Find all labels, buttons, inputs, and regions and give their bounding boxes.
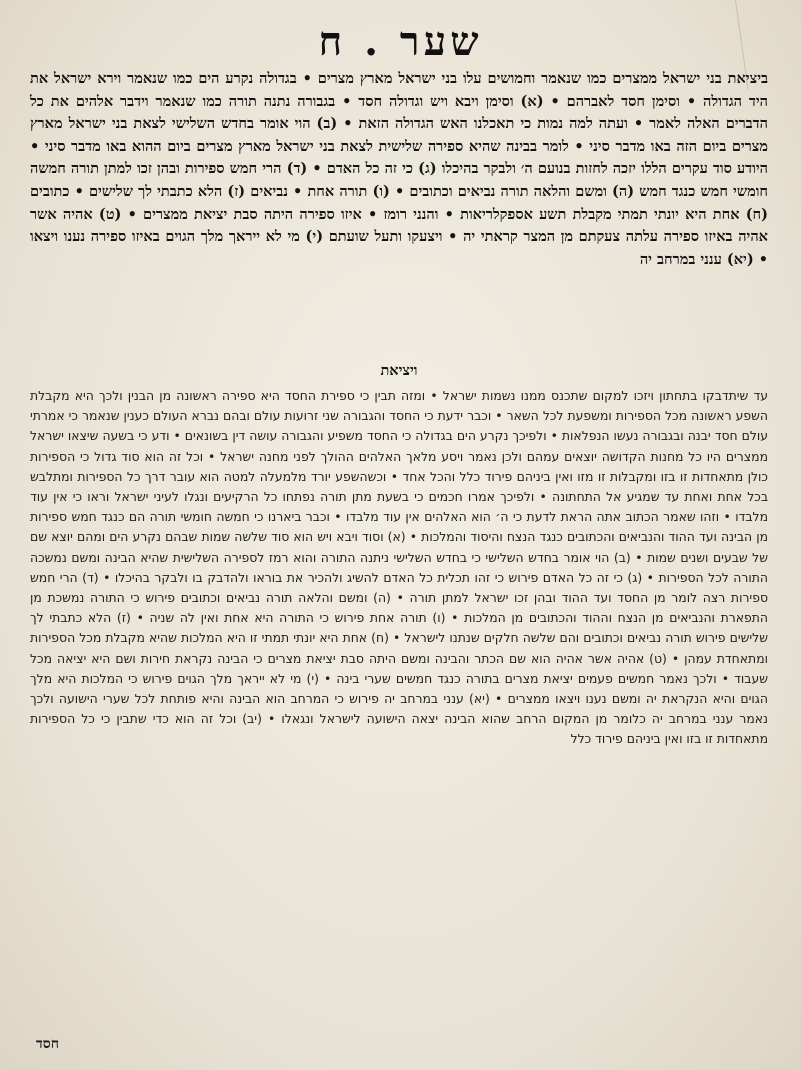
commentary-text-block: עד שיתדבקו בתחתון ויזכו למקום שתכנס ממנו נשמות ישראל • ומזה תבין כי ספירת החסד היא ספירה ראשונה מן הבנין ולכך היא מקבלת השפע ראשונה מכל הספירות ומשפעת לכל השאר • וכבר ידעת כי החסד והגבורה שני זרועות עולם ובהם נברא העולם כענין שנאמר כי אמרתי עולם חסד יבנה ובגבורה נעשו הנפלאות • ולפיכך נקרע הים בגדולה כי החסד משפיע והגבורה עושה דין בשונאים • ודע כי בשעה שיצאו ישראל ממצרים היו כל מחנות הקדושה יוצאים עמהם ולכן נאמר ויסע מלאך האלהים ההולך לפני מחנה ישראל • וכל זה הוא סוד גדול כי הספירות כולן מתאחדות זו בזו ומקבלות זו מזו ואין ביניהם פירוד כלל והכל אחד • וכשהשפע יורד מלמעלה למטה הוא עובר דרך כל הספירות ומתלבש בכל אחת ואחת עד שמגיע אל התחתונה • ולפיכך אמרו חכמים כי בשעת מתן תורה נפתחו כל הרקיעים ונגלו לעיני ישראל וראו כי אין עוד מלבדו • וזהו שאמר הכתוב אתה הראת לדעת כי ה׳ הוא האלהים אין עוד מלבדו • וכבר ביארנו כי חמשה חומשי תורה הם כנגד חמש ספירות מן הבינה ועד ההוד והנביאים והכתובים כנגד הנצח והיסוד והמלכות • (א) וסוד ויבא ויש הוא סוד שלשה שמות שבהם נקרע הים ומהם יוצא שם של שבעים ושנים שמות • (ב) הוי אומר בחדש השלישי כי בחדש השלישי ניתנה התורה והוא רמז לספירה השלישית שהיא הבינה ומשם נמשכה התורה לכל הספירות • (ג) כי זה כל האדם פירוש כי זהו תכלית כל האדם להשיג ולהכיר את בוראו ולהדבק בו ולבקר בהיכלו • (ד) הרי חמש ספירות רצה לומר מן החסד ועד ההוד ובהן זכו ישראל למתן תורה • (ה) ומשם והלאה תורה נביאים וכתובים פירוש כי התורה נמשכת מן התפארת והנביאים מן הנצח וההוד והכתובים מן המלכות • (ו) תורה אחת פירוש כי התורה היא אחת ואין לה שניה • (ז) הלא כתבתי לך שלישים פירוש תורה נביאים וכתובים והם שלשה חלקים שנתנו לישראל • (ח) אחת היא יונתי תמתי זו היא המלכות שהיא מקבלת מכל הספירות ומתאחדת עמהן • (ט) אהיה אשר אהיה הוא שם הכתר והבינה ומשם היתה סבת יציאת מצרים כי הבינה נקראת חירות ושם היא יציאה מכל שעבוד • ולכך נאמר חמשים פעמים יציאת מצרים בתורה כנגד חמשים שערי בינה • (י) מי לא ייראך מלך הגוים פירוש כי המלכות היא מלך הגוים והיא הנקראת יה ומשם נענו ויצאו ממצרים • (יא) ענני במרחב יה פירוש כי המרחב הוא הבינה והיא פותחת לכל שערי הישועה ולכך נאמר ענני במרחב יה כלומר מן המקום הרחב שהוא הבינה יצאה הישועה לישראל ונגאלו • (יב) וכל זה הוא כדי שתבין כי כל הספירות מתאחדות זו בזו ואין ביניהם פירוד כלל bbox=[30, 388, 768, 747]
gate-header bbox=[0, 18, 801, 65]
main-text-block: ביציאת בני ישראל ממצרים כמו שנאמר וחמושים עלו בני ישראל מארץ מצרים • בגדולה נקרע הים כמו שנאמר וירא ישראל את היד הגדולה • וסימן חסד לאברהם • (א) וסימן ויבא ויש וגדולה חסד • בגבורה נתנה תורה כמו שנאמר וידבר אלהים את כל הדברים האלה לאמר • ועתה למה נמות כי תאכלנו האש הגדולה הזאת • (ב) הוי אומר בחדש השלישי לצאת בני ישראל מארץ מצרים ביום הזה באו מדבר סיני • לומר בבינה שהיא ספירה שלישית לצאת בני ישראל מארץ מצרים ביום ההוא באו מדבר סיני • היודע סוד עקרים הללו יזכה לחזות בנועם ה׳ ולבקר בהיכלו (ג) כי זה כל האדם • (ד) הרי חמש ספירות ובהן זכו למתן תורה חמשה חומשי חמש כנגד חמש (ה) ומשם והלאה תורה נביאים וכתובים • (ו) תורה אחת • נביאים (ז) הלא כתבתי לך שלישים • כתובים (ח) אחת היא יונתי תמתי מקבלת תשע אספקלריאות • והנני רומז • איזו ספירה היתה סבת יציאת ממצרים • (ט) אהיה אשר אהיה באיזו ספירה עלתה צעקתם מן המצר קראתי יה • ויצעקו ותעל שועתם (י) מי לא ייראך מלך הגוים באיזו ספירה נענו ויצאו • (יא) ענני במרחב יה bbox=[30, 70, 768, 268]
catchword: חסד bbox=[36, 1036, 59, 1052]
main-text-ending-word: ויציאת bbox=[380, 362, 418, 379]
gate-title: שער . ח bbox=[318, 18, 483, 65]
